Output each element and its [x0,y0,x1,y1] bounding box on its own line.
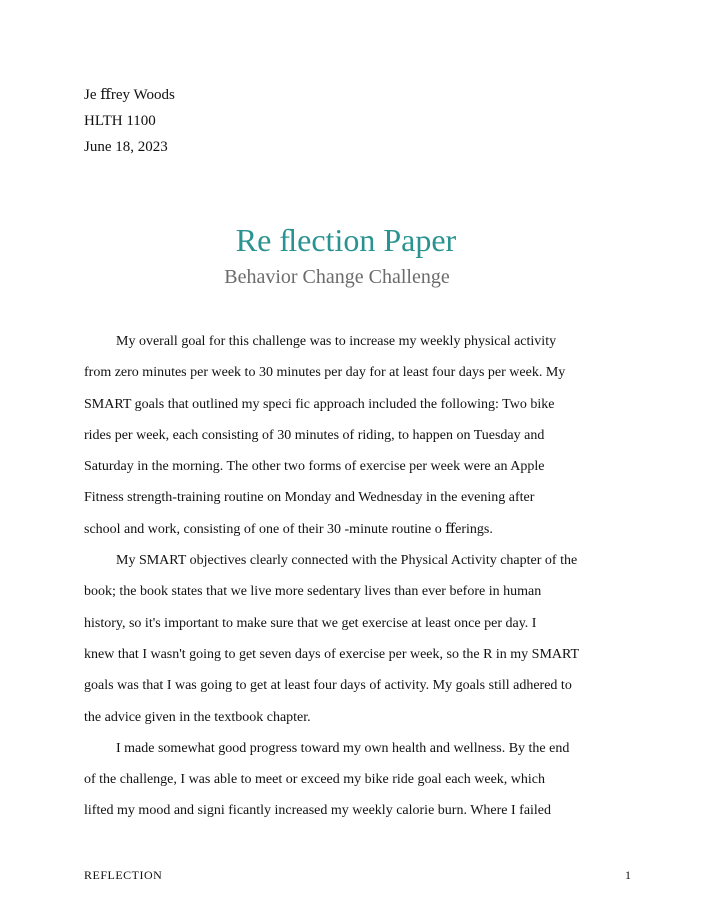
paper-title: Re ﬂection Paper [235,222,457,258]
body-line: the advice given in the textbook chapter. [84,709,311,725]
paper-date: June 18, 2023 [84,139,168,155]
body-line: Saturday in the morning. The other two forms of exercise per week were an Apple [84,459,545,475]
body-line: of the challenge, I was able to meet or exceed my bike ride goal each week, which [84,772,546,788]
body-line: My overall goal for this challenge was to increase my weekly physical activity [116,334,557,349]
body-line: rides per week, each consisting of 30 minutes of riding, to happen on Tuesday and [84,427,545,443]
body-line: Fitness strength-training routine on Monday and Wednesday in the evening after [84,490,535,506]
body-line: knew that I wasn't going to get seven days of exercise per week, so the R in my SMART [84,646,580,662]
paper-body [84,330,604,831]
page-number: 1 [625,868,631,882]
body-line: school and work, consisting of one of their 30 -minute routine o ﬀerings. [84,521,493,537]
author-name: Je ﬀrey Woods [84,87,175,103]
paper-subtitle: Behavior Change Challenge [224,266,450,288]
body-line: from zero minutes per week to 30 minutes per day for at least four days per week. My [84,365,566,381]
body-line: book; the book states that we live more sedentary lives than ever before in human [84,584,542,600]
body-line: goals was that I was going to get at least four days of activity. My goals still adhered to [84,678,572,694]
body-line: history, so it's important to make sure that we get exercise at least once per day. I [84,615,537,631]
running-head: REFLECTION [84,868,163,882]
course-code: HLTH 1100 [84,113,156,129]
body-line: I made somewhat good progress toward my own health and wellness. By the end [116,740,570,756]
body-line: lifted my mood and signi ficantly increased my weekly calorie burn. Where I failed [84,803,552,819]
body-line: SMART goals that outlined my speci fic approach included the following: Two bike [84,396,555,412]
body-line: My SMART objectives clearly connected with the Physical Activity chapter of the [116,553,578,569]
author-block [84,86,175,164]
